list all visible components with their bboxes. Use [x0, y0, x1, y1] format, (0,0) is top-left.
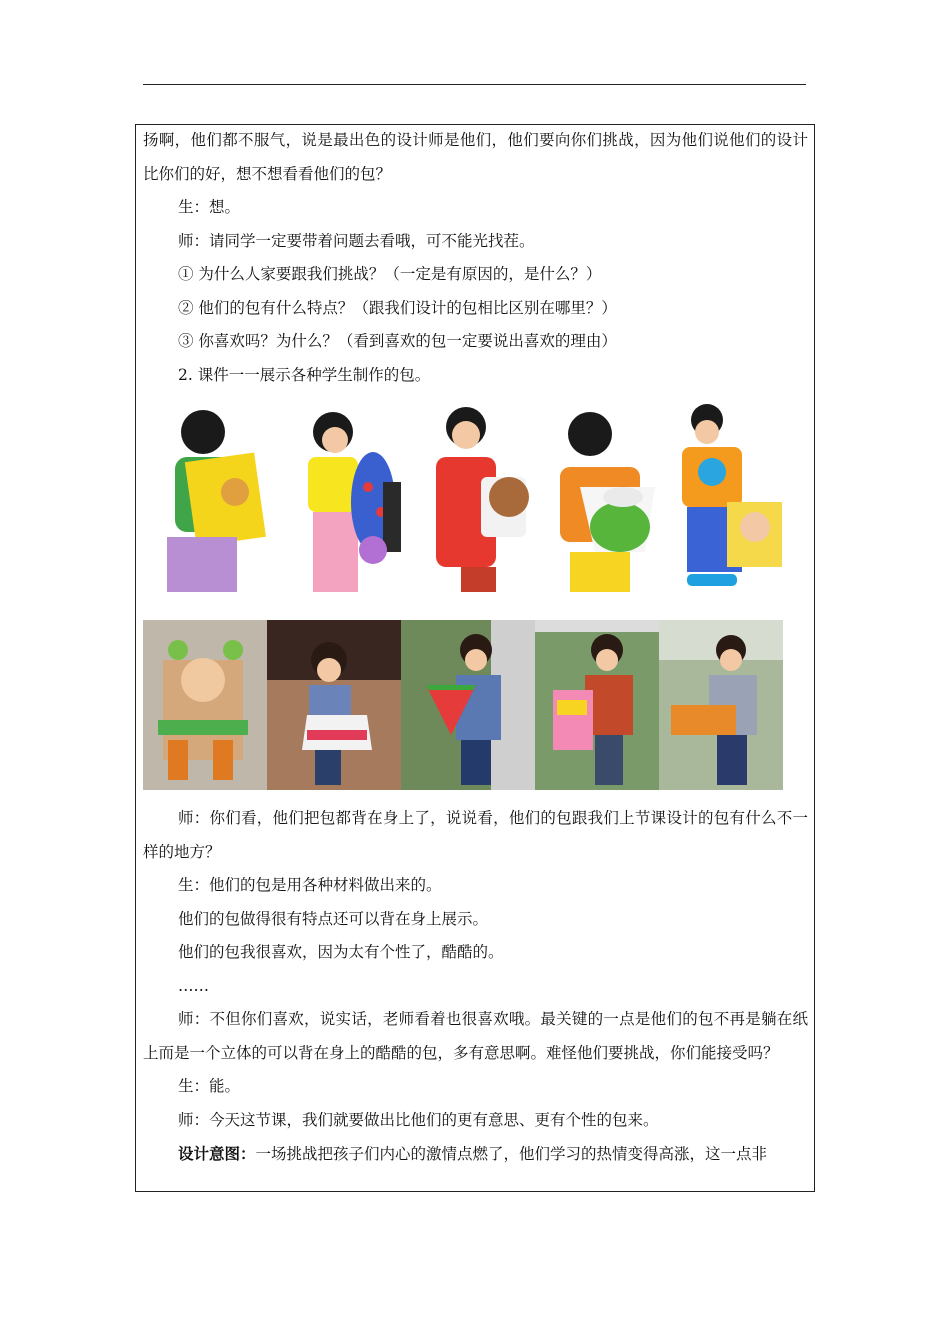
question-3: ③ 你喜欢吗？为什么？（看到喜欢的包一定要说出喜欢的理由） — [178, 332, 617, 350]
question-2: ② 他们的包有什么特点？（跟我们设计的包相比区别在哪里？） — [178, 298, 617, 317]
photo-row-studio — [143, 402, 808, 602]
header-rule — [143, 84, 806, 85]
step-2-heading: 2. 课件一一展示各种学生制作的包。 — [178, 365, 431, 384]
paragraph-teacher-comment: 师：不但你们喜欢，说实话，老师看着也很喜欢哦。最关键的一点是他们的包不再是躺在纸上而是一个立体的可以背在身上的酷酷的包，多有意思啊。难怪他们要挑战，你们能接受吗？ — [143, 1010, 808, 1062]
paragraph-student-answer-1: 生：他们的包是用各种材料做出来的。 — [178, 876, 442, 894]
photo-boy-house-bag — [535, 620, 659, 790]
paragraph-student-reply: 生：想。 — [178, 198, 241, 216]
paragraph-student-agree: 生：能。 — [178, 1077, 241, 1095]
paragraph-student-answer-2: 他们的包做得很有特点还可以背在身上展示。 — [178, 909, 489, 928]
paragraph-teacher-goal: 师：今天这节课，我们就要做出比他们的更有意思、更有个性的包来。 — [178, 1110, 659, 1129]
photo-child-yellow-backpack — [145, 402, 273, 592]
design-intent-text: 一场挑战把孩子们内心的激情点燃了，他们学习的热情变得高涨，这一点非 — [255, 1145, 768, 1163]
photo-child-face-bag — [667, 402, 787, 592]
paragraph-teacher-instruction: 师：请同学一定要带着问题去看哦，可不能光找茬。 — [178, 231, 535, 250]
lesson-content — [143, 124, 808, 1172]
question-1: ① 为什么人家要跟我们挑战？（一定是有原因的，是什么？） — [178, 265, 602, 283]
paragraph-ellipsis: …… — [178, 976, 209, 995]
photo-child-dog-backpack — [431, 402, 543, 592]
photo-row-outdoor — [143, 620, 808, 790]
photo-child-watermelon-backpack — [545, 402, 665, 592]
paragraph-intro: 扬啊，他们都不服气，说是最出色的设计师是他们，他们要向你们挑战，因为他们说他们的设计比你们的好，想不想看看他们的包？ — [143, 131, 808, 183]
paragraph-design-intent — [143, 1137, 808, 1172]
photo-girl-basket-bag — [659, 620, 783, 790]
photo-scarecrow-bag — [143, 620, 267, 790]
photo-child-cat-bag — [293, 402, 405, 592]
design-intent-label: 设计意图： — [178, 1144, 256, 1163]
photo-boy-watermelon-bag — [401, 620, 535, 790]
paragraph-teacher-question: 师：你们看，他们把包都背在身上了，说说看，他们的包跟我们上节课设计的包有什么不一样的地方？ — [143, 809, 808, 861]
paragraph-student-answer-3: 他们的包我很喜欢，因为太有个性了，酷酷的。 — [178, 943, 504, 961]
photo-girl-piano-bag — [267, 620, 401, 790]
